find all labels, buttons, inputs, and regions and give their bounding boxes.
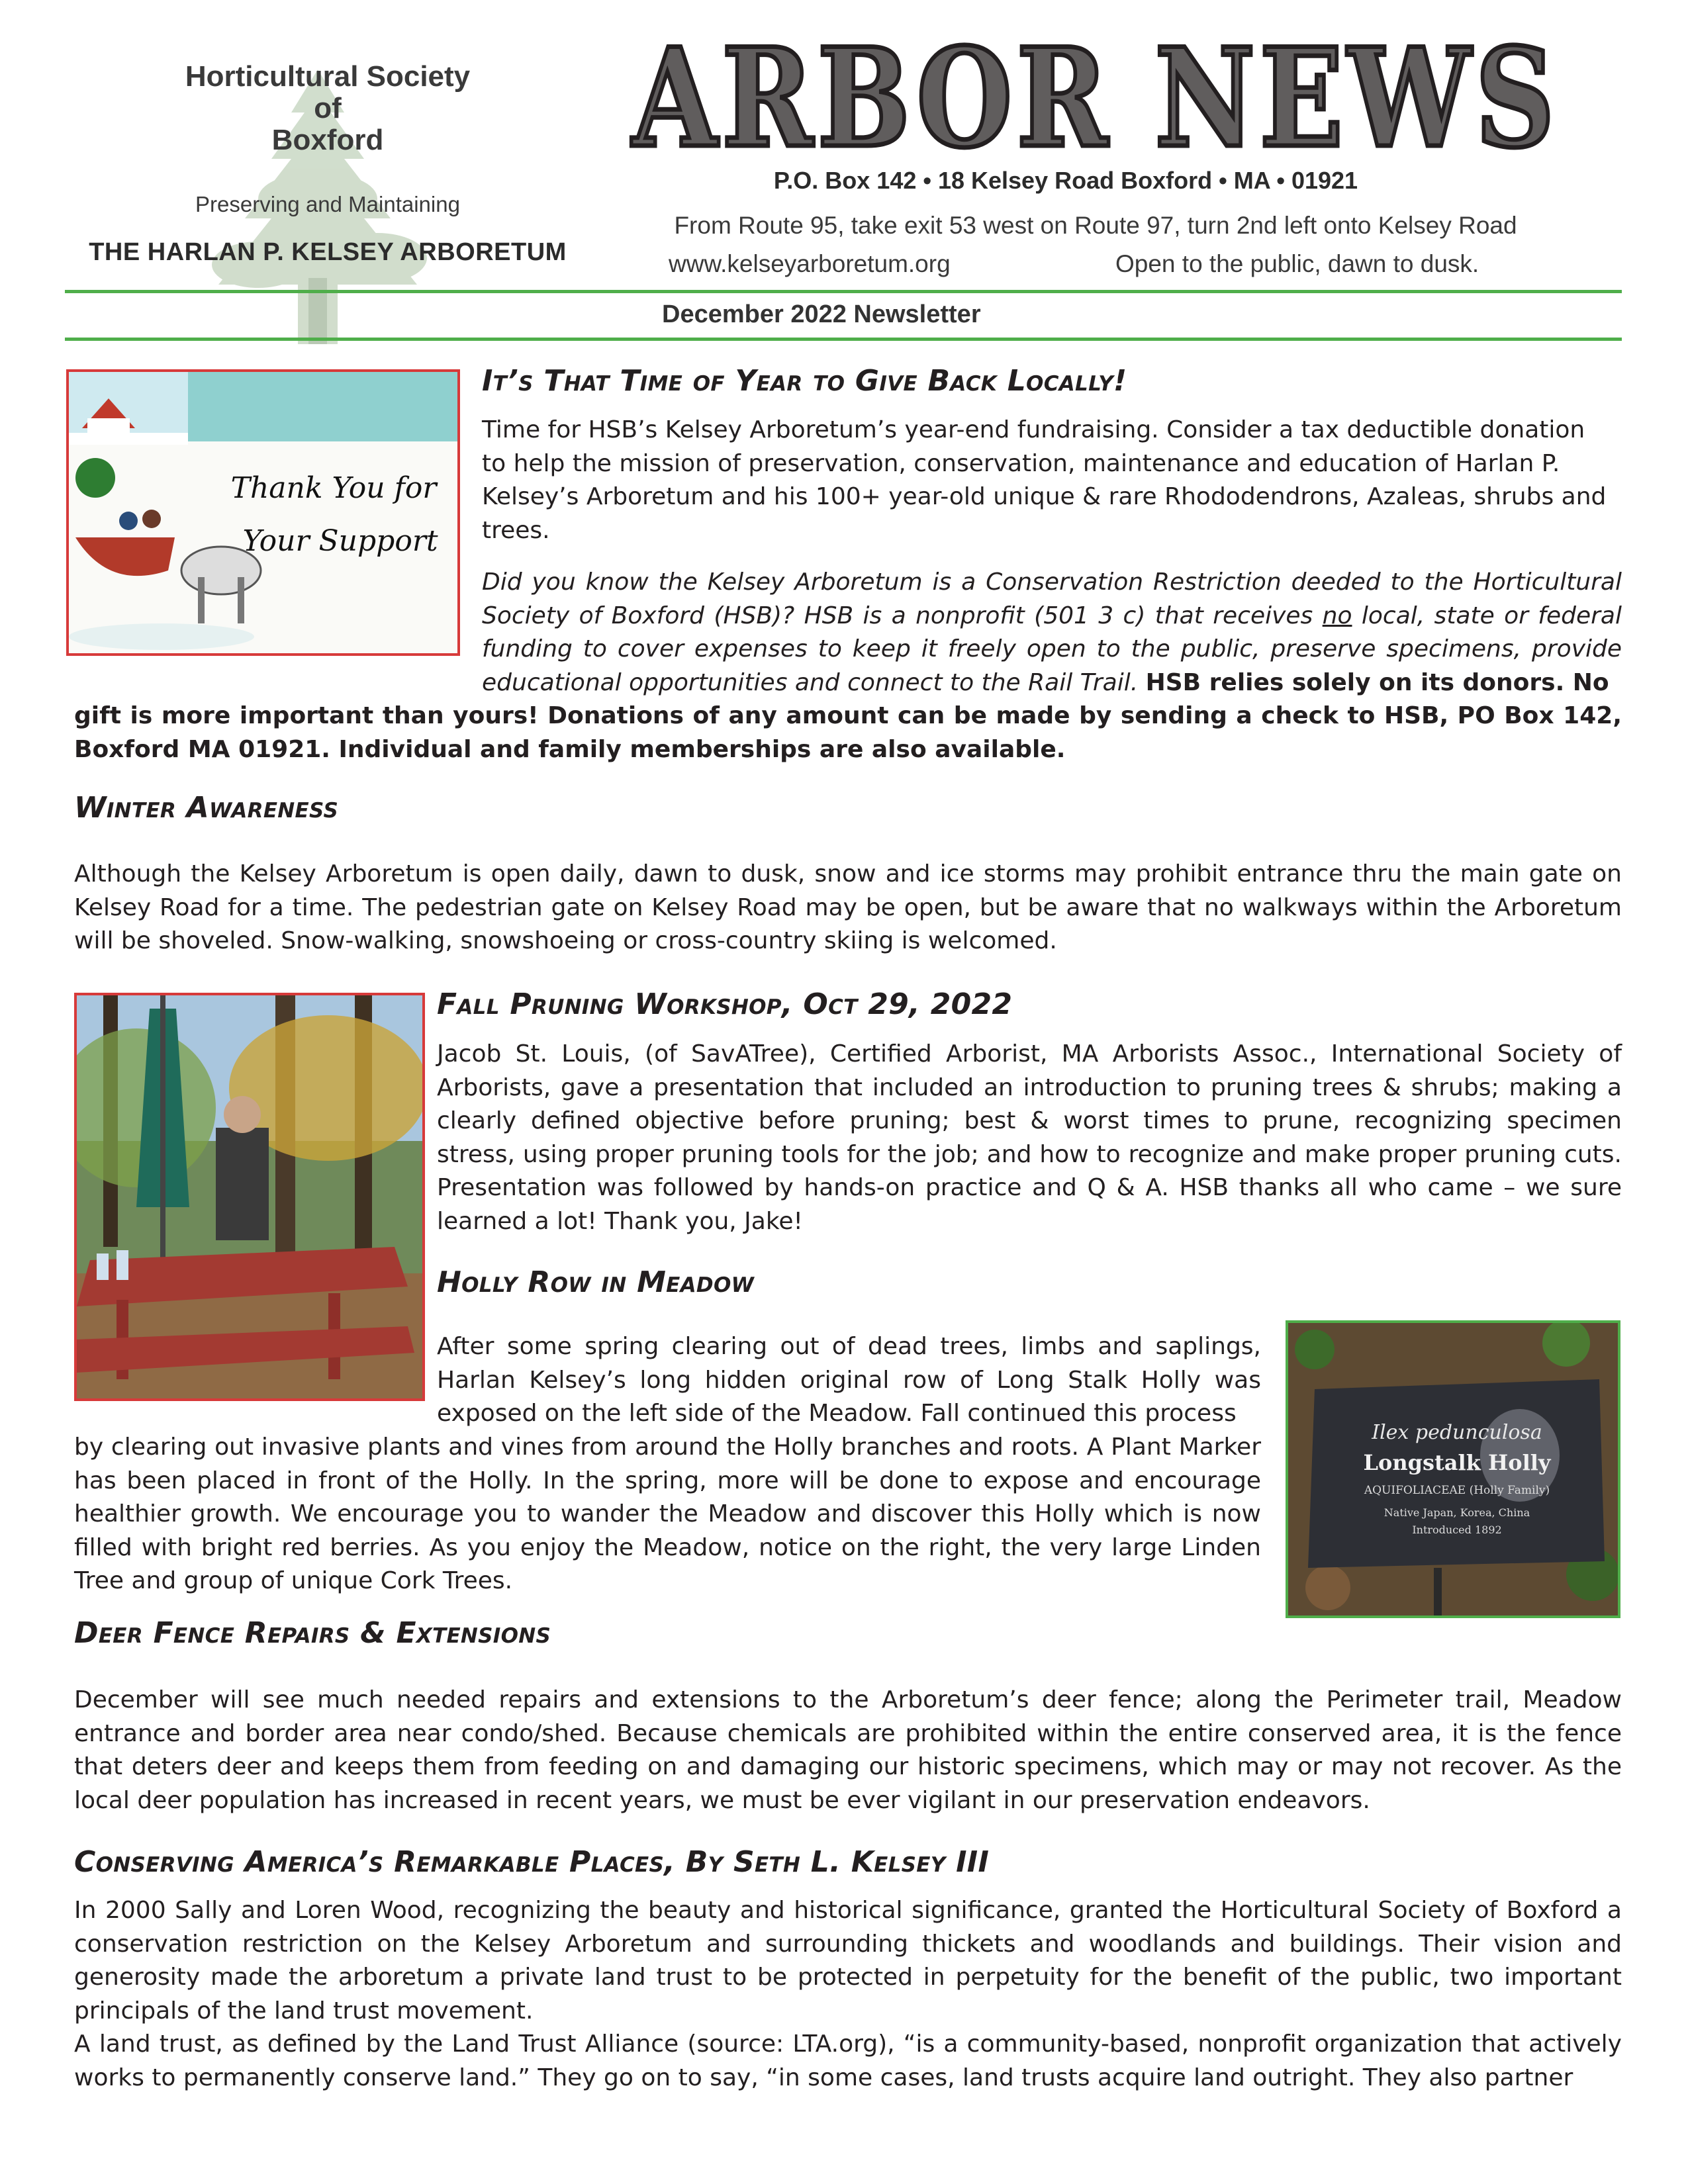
newsletter-title-svg — [619, 13, 1572, 179]
winter-heading: Winter Awareness — [74, 791, 339, 825]
pruning-workshop-photo — [74, 993, 425, 1401]
holly-marker-art — [1288, 1323, 1618, 1615]
org-name-line3: Boxford — [271, 124, 384, 156]
giveback-paragraph-1 — [482, 414, 1622, 547]
giveback-p2-no: no — [1322, 602, 1352, 629]
top-rule — [65, 290, 1622, 293]
org-tagline: Preserving and Maintaining — [195, 192, 460, 216]
arboretum-name: THE HARLAN P. KELSEY ARBORETUM — [89, 238, 567, 266]
conserving-paragraph-2: A land trust, as defined by the Land Trust Alliance (source: LTA.org), “is a community-based, nonprofit organization that actively works to permanently conserve land.” They go on to say, “in some cases, land trusts acquire land outright. They also partner — [74, 2030, 1622, 2091]
giveback-donation-appeal: gift is more important than yours! Donations of any amount can be made by sending a check to HSB, PO Box 142, Boxford MA 01921. Individual and family memberships are also available. — [74, 702, 1622, 763]
marker-native: Native Japan, Korea, China — [1383, 1506, 1530, 1519]
conserving-paragraph-1: In 2000 Sally and Loren Wood, recognizing the beauty and historical significance, granted the Horticultural Society of Boxford a conservation restriction on the Kelsey Arboretum and surrounding thickets and woodlands and buildings. Their vision and generosity made the arboretum a private land trust to be protected in perpetuity for the benefit of the public, two important principals of the land trust movement. — [74, 1897, 1622, 2025]
giveback-paragraph-2 — [482, 566, 1622, 700]
org-name-line2: of — [314, 92, 342, 124]
holly-text-wide: by clearing out invasive plants and vines from around the Holly branches and roots. A Plant Marker has been placed in front of the Holly. In the spring, more will be done to expose and encourage healthier growth. We encourage you to wander the Meadow and discover this Holly which is now filled with bright red berries. As you enjoy the Meadow, notice on the right, the very large Linden Tree and group of unique Cork Trees. — [74, 1433, 1261, 1594]
giveback-line-1: Time for HSB’s Kelsey Arboretum’s year-end fundraising. Consider a tax deductible donation — [482, 416, 1585, 443]
marker-latin: Ilex pedunculosa — [1372, 1421, 1542, 1444]
holly-text-narrow: After some spring clearing out of dead trees, limbs and saplings, Harlan Kelsey’s long hidden original row of Long Stalk Holly was exposed on the left side of the Meadow. Fall continued this process — [437, 1333, 1261, 1427]
card-line2: Your Support — [242, 524, 438, 558]
giveback-p2-pre: Did you know the Kelsey Arboretum is a Conservation Restriction deeded to the Horticultural Society of Boxford (HSB)? HSB is a nonprofit (501 3 c) that receives — [482, 569, 1622, 629]
pruning-heading: Fall Pruning Workshop, Oct 29, 2022 — [437, 987, 1013, 1021]
mailing-address: P.O. Box 142 • 18 Kelsey Road Boxford • MA • 01921 — [773, 167, 1358, 194]
holly-marker-photo — [1286, 1320, 1620, 1618]
giveback-heading: It’s That Time of Year to Give Back Locally! — [482, 364, 1127, 398]
conserving-heading: Conserving America’s Remarkable Places, By Seth L. Kelsey III — [74, 1845, 990, 1879]
marker-common: Longstalk Holly — [1363, 1450, 1551, 1475]
giveback-p2-bold: HSB relies solely on its donors. No — [1145, 668, 1609, 696]
title-text-fill: ARBOR NEWS — [631, 19, 1559, 178]
marker-family: AQUIFOLIACEAE (Holly Family) — [1364, 1484, 1550, 1497]
org-name-line1: Horticultural Society — [185, 60, 471, 93]
giveback-p2-post: local, state or federal funding to cover expenses to keep it freely open to the public, preserve specimens, provide educational opportunities and connect to the Rail Trail. — [482, 602, 1622, 696]
holly-heading: Holly Row in Meadow — [437, 1265, 755, 1299]
pruning-text: Jacob St. Louis, (of SavATree), Certified Arborist, MA Arborists Assoc., International Society of Arborists, gave a presentation that included an introduction to pruning trees & shrubs; making a clearly defined objective before pruning; best & worst times to prune, recognizing specimen stress, using proper pruning tools for the job; and how to recognize and make proper pruning cuts. Presentation was followed by hands-on practice and Q & A. HSB thanks all who came – we sure learned a lot! Thank you, Jake! — [437, 1040, 1622, 1235]
open-hours: Open to the public, dawn to dusk. — [1115, 250, 1479, 277]
deer-text: December will see much needed repairs and extensions to the Arboretum’s deer fence; along the Perimeter trail, Meadow entrance and border area near condo/shed. Because chemicals are prohibited within the entire conserved area, it is the fence that deters deer and keeps them from feeding on and damaging our historic specimens, which may or may not recover. As the local deer population has increased in recent years, we must be ever vigilant in our preservation endeavors. — [74, 1686, 1622, 1814]
thank-you-card-art — [69, 372, 457, 653]
directions: From Route 95, take exit 53 west on Route 97, turn 2nd left onto Kelsey Road — [674, 212, 1517, 239]
winter-text: Although the Kelsey Arboretum is open daily, dawn to dusk, snow and ice storms may prohibit entrance thru the main gate on Kelsey Road for a time. The pedestrian gate on Kelsey Road may be open, but be aware that no walkways within the Arboretum will be shoveled. Snow-walking, snowshoeing or cross-country skiing is welcomed. — [74, 860, 1622, 954]
giveback-line-2: to help the mission of preservation, conservation, maintenance and education of Harlan P. — [482, 449, 1560, 477]
issue-date: December 2022 Newsletter — [662, 300, 981, 328]
deer-heading: Deer Fence Repairs & Extensions — [74, 1616, 551, 1650]
marker-introduced: Introduced 1892 — [1412, 1524, 1502, 1536]
website-link[interactable]: www.kelseyarboretum.org — [669, 250, 951, 277]
pruning-photo-art — [77, 995, 422, 1398]
title-text: ARBOR NEWS — [631, 19, 1559, 178]
org-logo-block — [63, 61, 592, 279]
giveback-line-3: Kelsey’s Arboretum and his 100+ year-old unique & rare Rhododendrons, Azaleas, shrubs and — [482, 483, 1607, 510]
issue-rule — [65, 338, 1622, 341]
newsletter-title — [619, 13, 1572, 179]
giveback-line-4: trees. — [482, 516, 550, 544]
card-line1: Thank You for — [230, 471, 437, 505]
org-name — [63, 61, 592, 156]
thank-you-card-image — [66, 369, 460, 656]
